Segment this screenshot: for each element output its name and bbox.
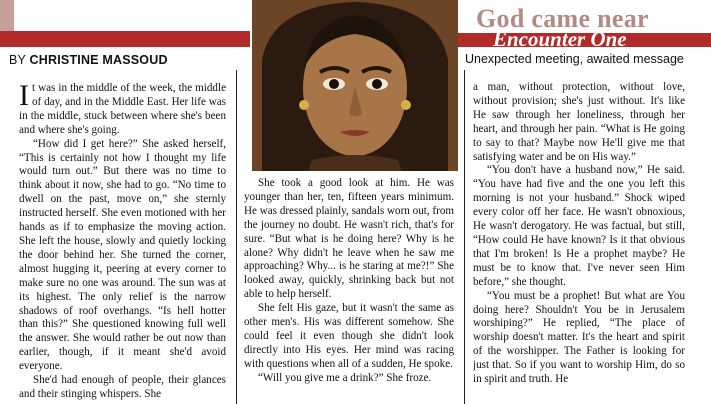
column-divider xyxy=(236,70,237,404)
article-paragraph: “You don't have a husband now,” He said. “You have had five and the one you left this morning is not your husband.” Shock wiped every color off her face. He wasn't obnoxious, He wasn't derogatory. He was factual, but still, “How could He have known? Is it that obvious that I'm broken! Is He a prophet maybe? He must be to know that. I've never seen Him before,” she thought. xyxy=(473,164,685,288)
page-title: God came near xyxy=(476,4,649,33)
article-column-1 xyxy=(19,82,226,404)
column-divider xyxy=(464,70,465,404)
article-paragraph: She'd had enough of people, their glances and their stinging whispers. She xyxy=(19,374,226,400)
tagline: Unexpected meeting, awaited message xyxy=(465,52,684,66)
byline-prefix: BY xyxy=(9,53,26,67)
drop-cap: I xyxy=(19,82,29,112)
article-column-3 xyxy=(473,81,685,404)
page-subtitle: Encounter One xyxy=(493,27,627,51)
header-bar-left xyxy=(0,31,250,47)
corner-block xyxy=(0,0,14,31)
article-paragraph xyxy=(19,82,226,138)
article-column-2 xyxy=(244,177,454,404)
byline-author: CHRISTINE MASSOUD xyxy=(29,53,168,67)
article-paragraph: a man, without protection, without love, without provision; she's just without. It's like He saw through her loneliness, through her heart, and through her pain. “What is He going to say to that? Maybe now He'll give me that satisfying water and be on His way.” xyxy=(473,81,685,163)
paragraph-text: t was in the middle of the week, the middle of day, and in the Middle East. Her life was in the middle, stuck between where she's been and where she's going. xyxy=(19,82,226,136)
article-paragraph: “How did I get here?” She asked herself, “This is certainly not how I thought my life would turn out.” But there was no time to think about it now, she had to go. “No time to dwell on the past, move on,” she sternly instructed herself. She even motioned with her hands as if to emphasize the moving action. She left the house, slowly and quietly locking the door behind her. She turned the corner, almost hugging it, peering at every corner to make sure no one was around. The sun was at its highest. The only relief is the narrow shadows of roof overhangs. “Is hell hotter than this?” She questioned knowing full well the answer. She would rather be out now than earlier, though, if it meant she'd avoid everyone. xyxy=(19,137,226,373)
byline xyxy=(9,53,168,67)
article-paragraph: “Will you give me a drink?” She froze. xyxy=(258,371,432,384)
article-paragraph: She took a good look at him. He was younger than her, ten, fifteen years minimum. He was dressed plainly, sandals worn out, from the journey no doubt. He wasn't rich, that's for sure. “But what is he doing here? Why is he alone? Why didn't he leave when he saw me approaching? Why... is he staring at me?!” She looked away, quickly, shrinking back but not able to help herself. xyxy=(244,177,454,301)
portrait-painting-icon xyxy=(252,0,458,171)
portrait-image xyxy=(252,0,458,171)
article-paragraph: “You must be a prophet! But what are You doing here? Shouldn't You be in Jerusalem worshiping?” He replied, “The place of worship doesn't matter. It's the heart and spirit of the worshipper. The Father is looking for just that. So if you want to worship Him, do so in spirit and truth. He xyxy=(473,289,685,386)
article-paragraph: She felt His gaze, but it wasn't the same as other men's. His was different somehow. She could feel it even though she didn't look directly into His eyes. Her mind was racing with questions when all of a sudden, He spoke. xyxy=(244,302,454,370)
